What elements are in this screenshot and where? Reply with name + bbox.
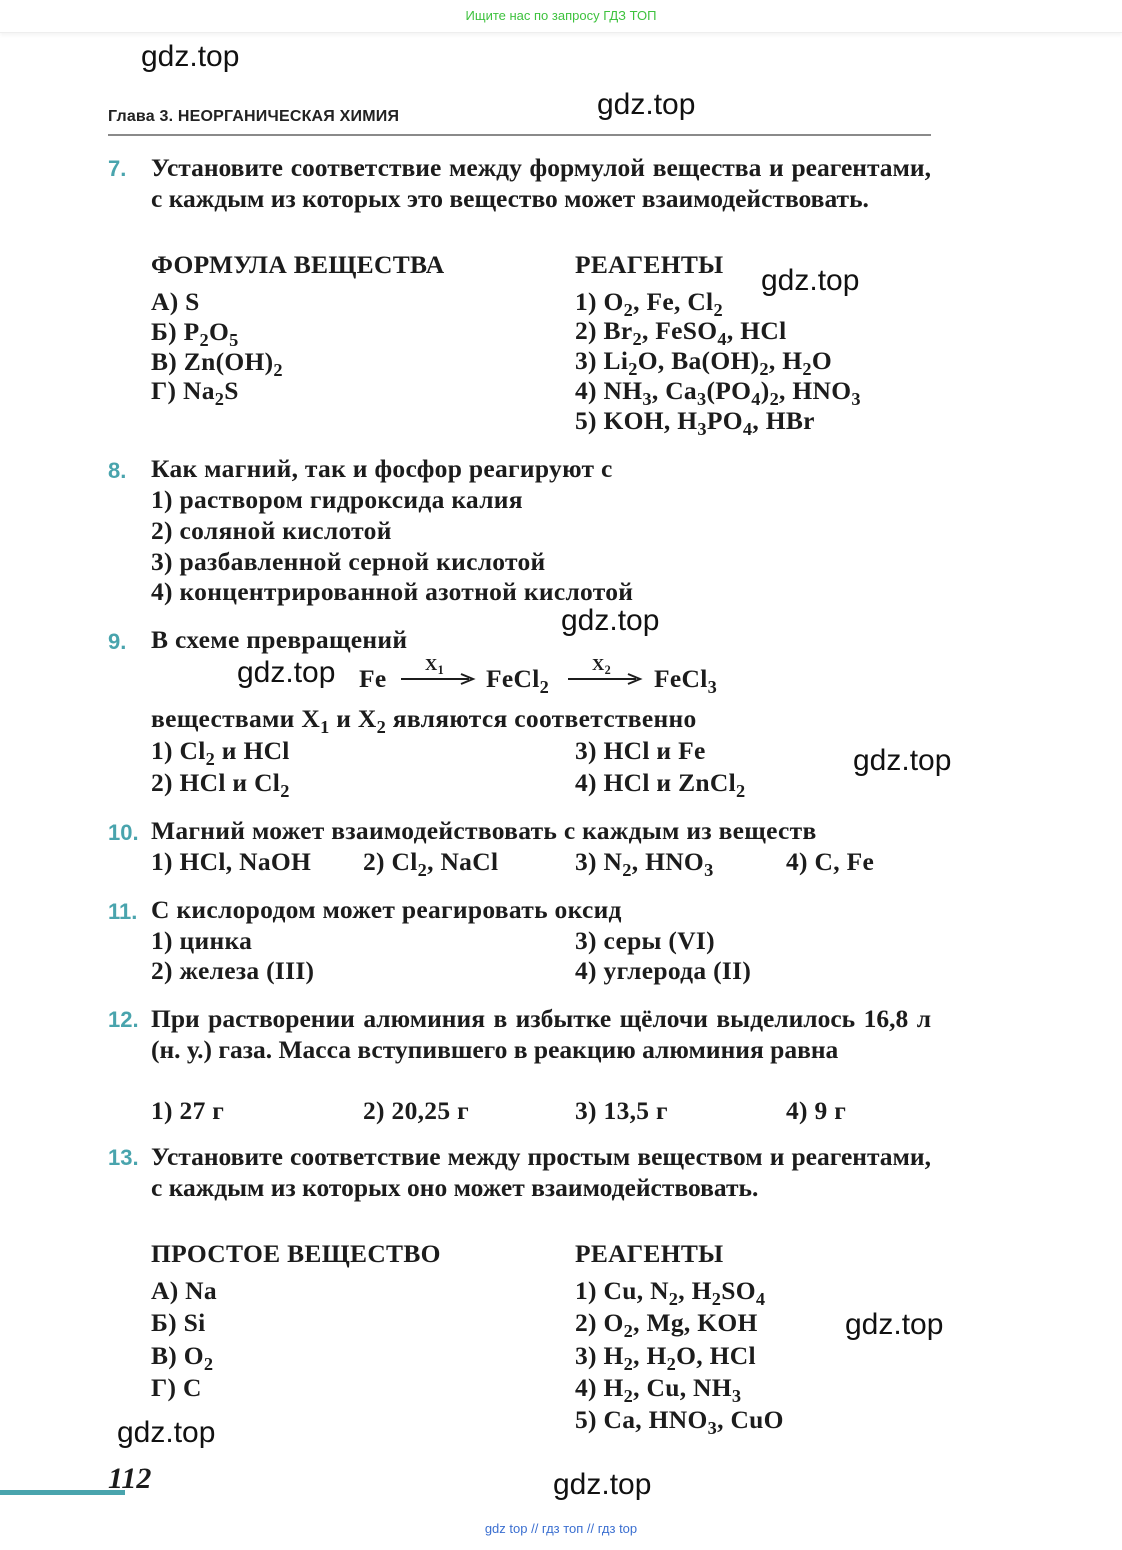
reagent-item: 5) Ca, $HNO_3$, CuO xyxy=(575,1405,784,1438)
reagent-item: 3) $H_2$, $H_2O$, HCl xyxy=(575,1341,756,1374)
page-number: 112 xyxy=(108,1462,152,1495)
formula-item: А) S xyxy=(151,287,200,316)
question-text: С кислородом может реагировать оксид xyxy=(151,895,622,924)
question-number: 9. xyxy=(108,629,127,654)
top-banner[interactable]: Ищите нас по запросу ГДЗ ТОП xyxy=(0,0,1122,33)
answer-option: 2) $Cl_2$, NaCl xyxy=(363,847,499,880)
question-number: 11. xyxy=(108,899,138,924)
column-header: РЕАГЕНТЫ xyxy=(575,250,724,279)
answer-option: 2) HCl и $Cl_2$ xyxy=(151,768,290,801)
question-text: При растворении алюминия в избытке щёлочи выделилось 16,8 л (н. у.) газа. Масса вступившего в реакцию алюминия равна xyxy=(151,1004,931,1064)
watermark: gdz.top xyxy=(237,656,336,689)
answer-option: 1) HCl, NaOH xyxy=(151,847,312,876)
scheme-arrow-icon xyxy=(399,672,477,686)
answer-option: 1) 27 г xyxy=(151,1096,225,1125)
reagent-item: 1) $O_2$, Fe, $Cl_2$ xyxy=(575,287,723,320)
answer-option: 1) раствором гидроксида калия xyxy=(151,485,523,514)
answer-option: 3) HCl и Fe xyxy=(575,736,706,765)
watermark: gdz.top xyxy=(141,40,240,73)
question-text: В схеме превращений xyxy=(151,625,408,654)
chapter-title: Глава 3. НЕОРГАНИЧЕСКАЯ ХИМИЯ xyxy=(108,108,400,125)
answer-option: 4) концентрированной азотной кислотой xyxy=(151,577,634,606)
answer-option: 3) серы (VI) xyxy=(575,926,715,955)
answer-option: 4) 9 г xyxy=(786,1096,847,1125)
watermark: gdz.top xyxy=(553,1468,652,1501)
formula-item: В) $Zn(OH)_2$ xyxy=(151,347,283,380)
substance-item: А) Na xyxy=(151,1276,217,1305)
answer-option: 3) 13,5 г xyxy=(575,1096,668,1125)
question-number: 10. xyxy=(108,820,139,845)
column-header: ФОРМУЛА ВЕЩЕСТВА xyxy=(151,250,445,279)
question-text: веществами $X_1$ и $X_2$ являются соответственно xyxy=(151,704,697,737)
reagent-item: 1) Cu, $N_2$, $H_2SO_4$ xyxy=(575,1276,766,1309)
bottom-links[interactable]: gdz top // гдз топ // гдз top xyxy=(484,1521,638,1536)
answer-option: 3) $N_2$, $HNO_3$ xyxy=(575,847,714,880)
chapter-rule xyxy=(108,134,931,136)
scheme-substance: FeCl$_2$ xyxy=(486,664,550,697)
watermark: gdz.top xyxy=(561,604,660,637)
answer-option: 2) соляной кислотой xyxy=(151,516,392,545)
answer-option: 2) железа (III) xyxy=(151,956,315,985)
reagent-item: 4) $H_2$, Cu, $NH_3$ xyxy=(575,1373,742,1406)
question-number: 8. xyxy=(108,458,127,483)
question-number: 13. xyxy=(108,1145,139,1170)
watermark: gdz.top xyxy=(853,744,952,777)
question-text: Магний может взаимодействовать с каждым из веществ xyxy=(151,816,817,845)
question-text: Установите соответствие между формулой вещества и реагентами, с каждым из которых это вещество может взаимодействовать. xyxy=(151,153,931,213)
answer-option: 4) C, Fe xyxy=(786,847,875,876)
scheme-substance: FeCl$_3$ xyxy=(654,664,718,697)
scheme-reagent: $X_2$ xyxy=(592,655,611,677)
reagent-item: 5) KOH, $H_3PO_4$, HBr xyxy=(575,406,815,439)
column-header: ПРОСТОЕ ВЕЩЕСТВО xyxy=(151,1239,441,1268)
reagent-item: 3) $Li_2O$, $Ba(OH)_2$, $H_2O$ xyxy=(575,346,833,379)
substance-item: Б) Si xyxy=(151,1308,206,1337)
formula-item: Г) $Na_2S$ xyxy=(151,376,239,409)
watermark: gdz.top xyxy=(597,88,696,121)
answer-option: 4) HCl и ZnCl$_2$ xyxy=(575,768,746,801)
column-header: РЕАГЕНТЫ xyxy=(575,1239,724,1268)
substance-item: В) $O_2$ xyxy=(151,1341,214,1374)
reagent-item: 2) $O_2$, Mg, KOH xyxy=(575,1308,758,1341)
answer-option: 2) 20,25 г xyxy=(363,1096,469,1125)
formula-item: Б) $P_2O_5$ xyxy=(151,317,239,350)
watermark: gdz.top xyxy=(761,264,860,297)
question-number: 12. xyxy=(108,1007,139,1032)
reagent-item: 4) $NH_3$, $Ca_3(PO_4)_2$, $HNO_3$ xyxy=(575,376,861,409)
scheme-reagent: $X_1$ xyxy=(425,655,444,677)
answer-option: 1) $Cl_2$ и HCl xyxy=(151,736,290,769)
substance-item: Г) C xyxy=(151,1373,202,1402)
watermark: gdz.top xyxy=(845,1308,944,1341)
answer-option: 3) разбавленной серной кислотой xyxy=(151,547,546,576)
footer-accent-line xyxy=(0,1490,125,1495)
answer-option: 1) цинка xyxy=(151,926,253,955)
reagent-item: 2) $Br_2$, FeSO$_4$, HCl xyxy=(575,316,787,349)
question-text: Установите соответствие между простым веществом и реагентами, с каждым из которых оно может взаимодействовать. xyxy=(151,1142,931,1202)
scheme-arrow-icon xyxy=(566,672,644,686)
question-number: 7. xyxy=(108,156,127,181)
answer-option: 4) углерода (II) xyxy=(575,956,752,985)
scheme-substance: Fe xyxy=(359,664,387,693)
watermark: gdz.top xyxy=(117,1416,216,1449)
question-text: Как магний, так и фосфор реагируют с xyxy=(151,454,613,483)
